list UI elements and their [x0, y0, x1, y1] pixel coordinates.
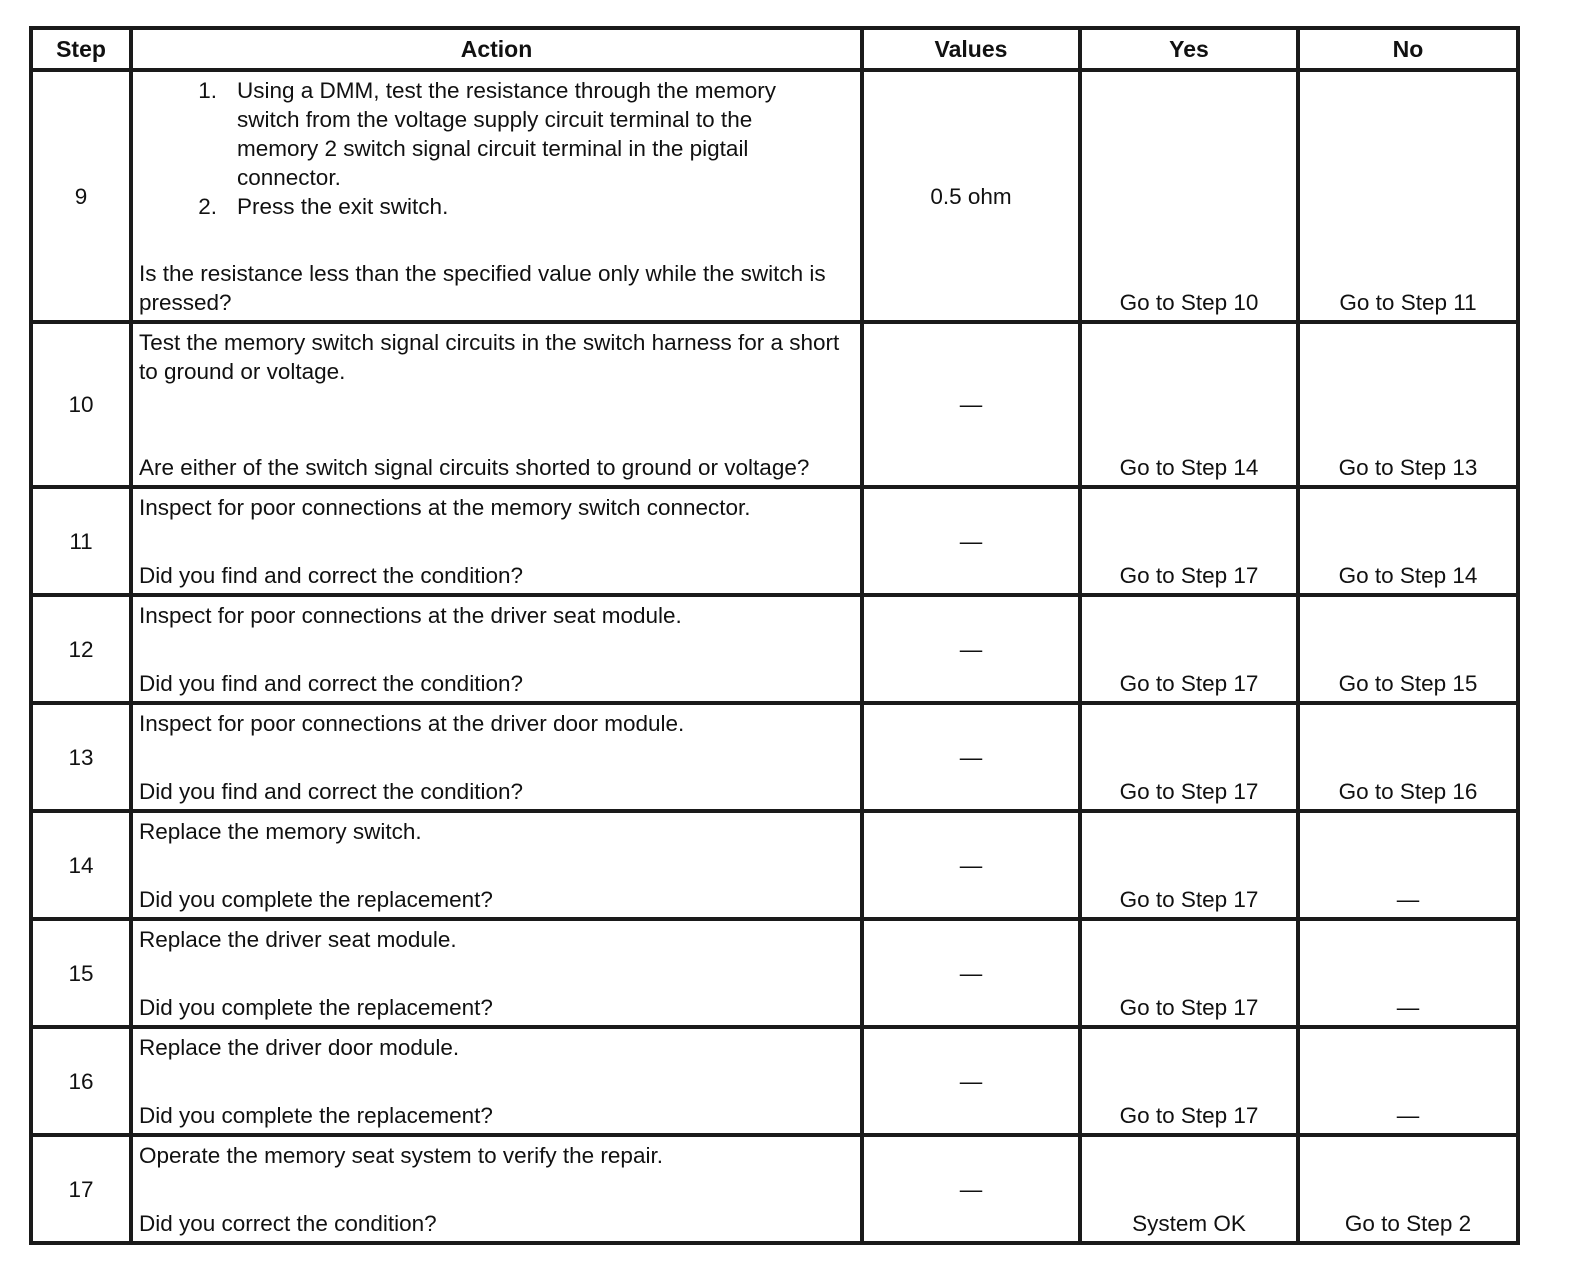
- no-cell: Go to Step 13: [1298, 322, 1518, 487]
- step-number: 16: [31, 1027, 131, 1135]
- question-text: Did you correct the condition?: [139, 1211, 437, 1236]
- yes-cell: Go to Step 17: [1080, 703, 1298, 811]
- yes-cell: Go to Step 17: [1080, 1027, 1298, 1135]
- action-text: Test the memory switch signal circuits in the switch harness for a short to ground or voltage.: [139, 330, 840, 384]
- question-text: Is the resistance less than the specified value only while the switch is pressed?: [139, 261, 826, 315]
- table-row: [31, 487, 1518, 595]
- substep-text: Press the exit switch.: [237, 194, 449, 219]
- no-cell: Go to Step 15: [1298, 595, 1518, 703]
- action-cell: [131, 487, 862, 595]
- no-cell: —: [1298, 1027, 1518, 1135]
- value-cell: —: [862, 322, 1080, 487]
- yes-cell: Go to Step 17: [1080, 811, 1298, 919]
- substep-number: 1.: [198, 78, 217, 103]
- step-number: 15: [31, 919, 131, 1027]
- no-cell: Go to Step 11: [1298, 70, 1518, 322]
- action-text: Operate the memory seat system to verify the repair.: [139, 1143, 663, 1168]
- yes-cell: Go to Step 10: [1080, 70, 1298, 322]
- question-text: Did you find and correct the condition?: [139, 563, 523, 588]
- value-cell: —: [862, 919, 1080, 1027]
- table-row: [31, 1135, 1518, 1243]
- value-cell: 0.5 ohm: [862, 70, 1080, 322]
- header-step: Step: [31, 28, 131, 70]
- value-cell: —: [862, 487, 1080, 595]
- no-cell: —: [1298, 919, 1518, 1027]
- table-row: [31, 703, 1518, 811]
- action-text: Replace the driver door module.: [139, 1035, 460, 1060]
- step-number: 14: [31, 811, 131, 919]
- table-row: [31, 811, 1518, 919]
- step-number: 11: [31, 487, 131, 595]
- yes-cell: Go to Step 17: [1080, 595, 1298, 703]
- question-text: Did you find and correct the condition?: [139, 671, 523, 696]
- substep-number: 2.: [198, 194, 217, 219]
- header-row: [31, 28, 1518, 70]
- value-cell: —: [862, 703, 1080, 811]
- table-row: [31, 322, 1518, 487]
- action-cell: [131, 595, 862, 703]
- action-text: Replace the driver seat module.: [139, 927, 457, 952]
- question-text: Did you complete the replacement?: [139, 1103, 493, 1128]
- header-yes: Yes: [1080, 28, 1298, 70]
- no-cell: Go to Step 2: [1298, 1135, 1518, 1243]
- action-cell: [131, 1135, 862, 1243]
- action-text: Inspect for poor connections at the driver seat module.: [139, 603, 682, 628]
- no-cell: —: [1298, 811, 1518, 919]
- step-number: 9: [31, 70, 131, 322]
- action-cell: [131, 322, 862, 487]
- question-text: Did you complete the replacement?: [139, 995, 493, 1020]
- header-action: Action: [131, 28, 862, 70]
- no-cell: Go to Step 14: [1298, 487, 1518, 595]
- action-cell: [131, 703, 862, 811]
- list-item: [139, 76, 854, 192]
- table-row: [31, 70, 1518, 322]
- action-text: Replace the memory switch.: [139, 819, 422, 844]
- header-values: Values: [862, 28, 1080, 70]
- step-number: 12: [31, 595, 131, 703]
- yes-cell: System OK: [1080, 1135, 1298, 1243]
- question-text: Did you find and correct the condition?: [139, 779, 523, 804]
- value-cell: —: [862, 595, 1080, 703]
- table-row: [31, 919, 1518, 1027]
- action-cell: [131, 919, 862, 1027]
- yes-cell: Go to Step 14: [1080, 322, 1298, 487]
- value-cell: —: [862, 811, 1080, 919]
- value-cell: —: [862, 1135, 1080, 1243]
- substep-text: Using a DMM, test the resistance through the memory switch from the voltage supply circuit terminal to the memory 2 switch signal circuit terminal in the pigtail connector.: [237, 78, 776, 190]
- action-text: Inspect for poor connections at the driver door module.: [139, 711, 685, 736]
- action-text: Inspect for poor connections at the memory switch connector.: [139, 495, 751, 520]
- diagnostic-table: [29, 26, 1520, 1245]
- yes-cell: Go to Step 17: [1080, 919, 1298, 1027]
- substep-list: [139, 76, 854, 221]
- no-cell: Go to Step 16: [1298, 703, 1518, 811]
- table-row: [31, 595, 1518, 703]
- action-cell: [131, 811, 862, 919]
- header-no: No: [1298, 28, 1518, 70]
- table-row: [31, 1027, 1518, 1135]
- step-number: 10: [31, 322, 131, 487]
- list-item: [139, 192, 854, 221]
- step-number: 17: [31, 1135, 131, 1243]
- yes-cell: Go to Step 17: [1080, 487, 1298, 595]
- value-cell: —: [862, 1027, 1080, 1135]
- question-text: Are either of the switch signal circuits shorted to ground or voltage?: [139, 455, 810, 480]
- step-number: 13: [31, 703, 131, 811]
- action-cell: [131, 70, 862, 322]
- question-text: Did you complete the replacement?: [139, 887, 493, 912]
- action-cell: [131, 1027, 862, 1135]
